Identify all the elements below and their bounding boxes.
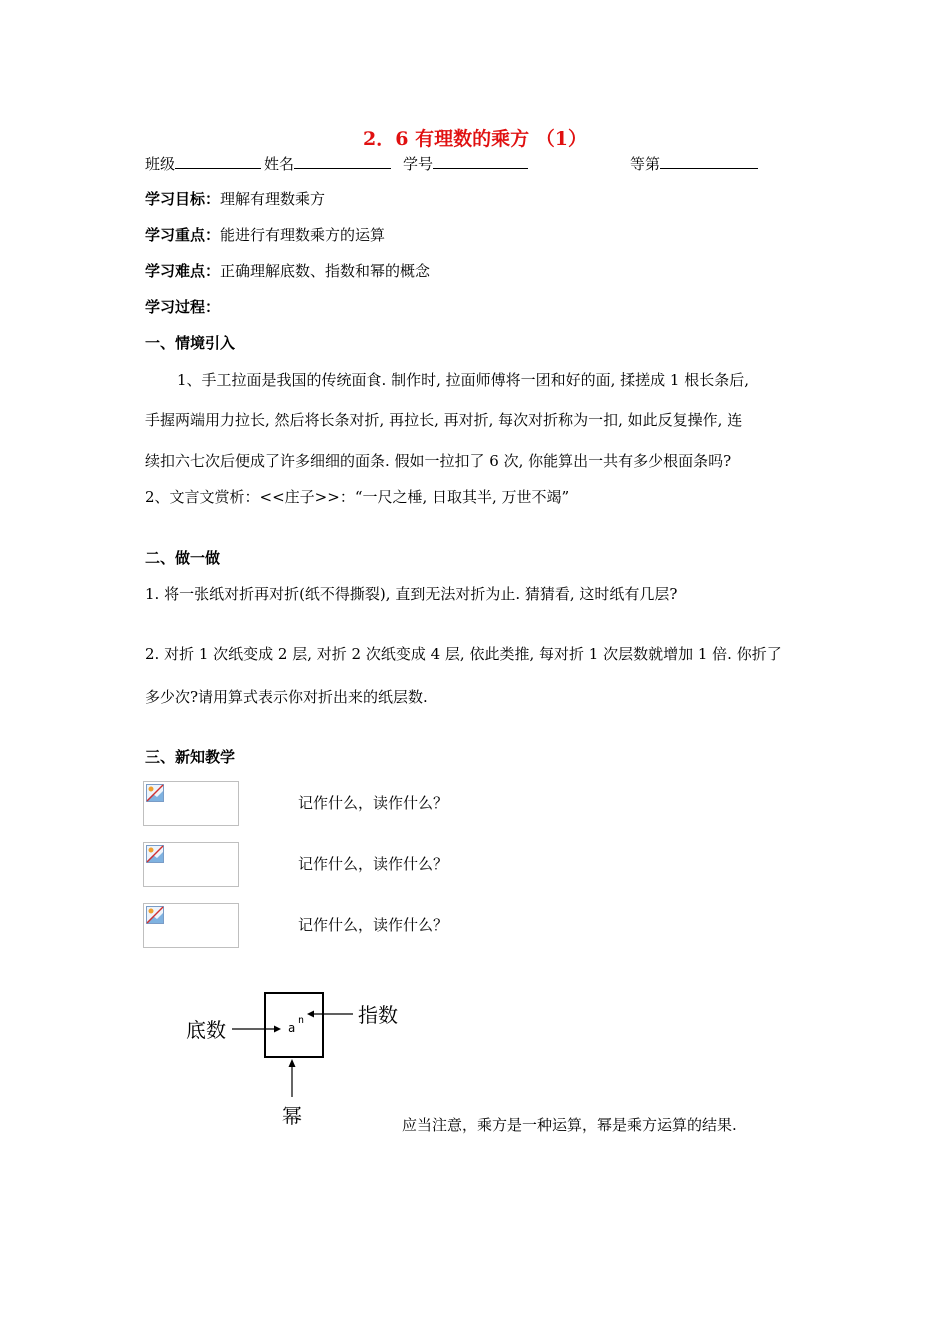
section1-p1-line3: 续扣六七次后便成了许多细细的面条. 假如一拉扣了 6 次, 你能算出一共有多少根面条吗? bbox=[145, 452, 732, 470]
difficulty-text: 正确理解底数、指数和幂的概念 bbox=[220, 262, 431, 280]
section3-prompt-2: 记作什么，读作什么？ bbox=[298, 855, 449, 873]
id-field bbox=[403, 153, 528, 174]
learning-focus bbox=[145, 224, 385, 245]
power-label: 幂 bbox=[282, 1104, 302, 1128]
class-label: 班级 bbox=[145, 155, 176, 173]
learning-difficulty bbox=[145, 260, 430, 281]
expr-exponent: n bbox=[298, 1015, 305, 1026]
broken-image-placeholder bbox=[143, 842, 239, 887]
section2-q1: 1. 将一张纸对折再对折(纸不得撕裂), 直到无法对折为止. 猜猜看, 这时纸有几层? bbox=[145, 585, 678, 603]
base-arrowhead bbox=[274, 1026, 281, 1033]
broken-image-icon bbox=[146, 906, 164, 924]
section1-heading: 一、情境引入 bbox=[145, 334, 236, 352]
class-blank[interactable] bbox=[175, 153, 261, 169]
focus-label: 学习重点： bbox=[145, 226, 221, 244]
section3-prompt-1: 记作什么，读作什么？ bbox=[298, 794, 449, 812]
base-label: 底数 bbox=[186, 1018, 226, 1042]
name-field bbox=[264, 153, 391, 174]
learning-goal bbox=[145, 188, 325, 209]
power-arrowhead bbox=[289, 1059, 296, 1067]
section2-heading: 二、做一做 bbox=[145, 549, 221, 567]
process-label: 学习过程： bbox=[145, 298, 221, 316]
broken-image-placeholder bbox=[143, 781, 239, 826]
exponent-arrowhead bbox=[307, 1011, 314, 1018]
broken-image-icon bbox=[146, 784, 164, 802]
conclusion-note: 应当注意，乘方是一种运算，幂是乘方运算的结果. bbox=[402, 1116, 737, 1134]
goal-label: 学习目标： bbox=[145, 190, 221, 208]
broken-image-icon bbox=[146, 845, 164, 863]
id-blank[interactable] bbox=[433, 153, 528, 169]
page-title: 2．6 有理数的乘方 （1） bbox=[363, 128, 587, 150]
class-field bbox=[145, 153, 261, 174]
section3-prompt-3: 记作什么，读作什么？ bbox=[298, 916, 449, 934]
exponent-label: 指数 bbox=[358, 1003, 398, 1027]
section3-heading: 三、新知教学 bbox=[145, 748, 236, 766]
name-blank[interactable] bbox=[294, 153, 391, 169]
focus-text: 能进行有理数乘方的运算 bbox=[220, 226, 386, 244]
section2-q2-line1: 2. 对折 1 次纸变成 2 层, 对折 2 次纸变成 4 层, 依此类推, 每对折 1 次层数就增加 1 倍. 你折了 bbox=[145, 645, 782, 663]
expr-base: a bbox=[288, 1021, 296, 1035]
section1-p1-line2: 手握两端用力拉长, 然后将长条对折, 再拉长, 再对折, 每次对折称为一扣, 如此反复操作, 连 bbox=[145, 411, 743, 429]
grade-label: 等第 bbox=[630, 155, 661, 173]
section1-p2: 2、文言文赏析：<<庄子>>：“一尺之棰, 日取其半, 万世不竭” bbox=[145, 488, 570, 506]
grade-blank[interactable] bbox=[660, 153, 758, 169]
id-label: 学号 bbox=[403, 155, 434, 173]
goal-text: 理解有理数乘方 bbox=[220, 190, 326, 208]
difficulty-label: 学习难点： bbox=[145, 262, 221, 280]
section1-p1-line1: 1、手工拉面是我国的传统面食. 制作时, 拉面师傅将一团和好的面, 揉搓成 1 根长条后, bbox=[177, 371, 750, 389]
section2-q2-line2: 多少次?请用算式表示你对折出来的纸层数. bbox=[145, 688, 428, 706]
power-diagram bbox=[180, 985, 420, 1130]
name-label: 姓名 bbox=[264, 155, 295, 173]
grade-field bbox=[630, 153, 758, 174]
broken-image-placeholder bbox=[143, 903, 239, 948]
